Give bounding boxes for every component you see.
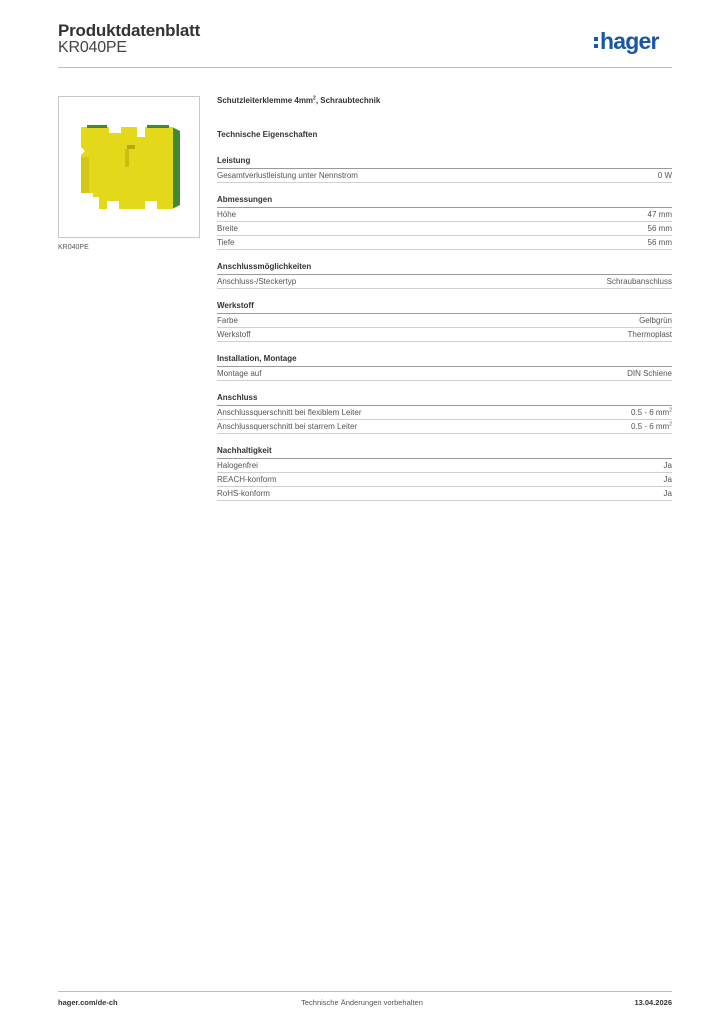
spec-row: [217, 236, 672, 250]
spec-label: Anschlussquerschnitt bei flexiblem Leiter: [217, 408, 362, 417]
spec-label: Gesamtverlustleistung unter Nennstrom: [217, 171, 358, 180]
footer-notice: Technische Änderungen vorbehalten: [301, 998, 423, 1007]
spec-value: [639, 314, 672, 327]
spec-row: [217, 222, 672, 236]
footer-divider: [58, 991, 672, 992]
spec-value-text: 47 mm: [647, 210, 672, 219]
spec-label: Halogenfrei: [217, 461, 258, 470]
datasheet-content: [217, 96, 672, 501]
spec-row: [217, 406, 672, 420]
product-title-text: Schutzleiterklemme 4mm: [217, 96, 314, 105]
spec-section: [217, 156, 672, 183]
section-heading: Installation, Montage: [217, 354, 672, 367]
spec-value-sup: 2: [669, 421, 672, 428]
section-heading: Anschlussmöglichkeiten: [217, 262, 672, 275]
spec-value-text: Ja: [663, 489, 672, 498]
spec-value-text: Ja: [663, 475, 672, 484]
spec-value: [648, 208, 672, 221]
section-heading: Nachhaltigkeit: [217, 446, 672, 459]
spec-value: [664, 487, 672, 500]
spec-section: [217, 393, 672, 434]
spec-row: [217, 208, 672, 222]
spec-section: [217, 262, 672, 289]
spec-value: [648, 236, 672, 249]
spec-value-text: Ja: [663, 461, 672, 470]
footer-date: 13.04.2026: [634, 998, 672, 1007]
spec-value: [631, 406, 672, 419]
spec-value: [664, 459, 672, 472]
spec-value-text: Gelbgrün: [639, 316, 672, 325]
section-heading: Leistung: [217, 156, 672, 169]
terminal-block-illustration: [59, 97, 199, 237]
section-heading: Werkstoff: [217, 301, 672, 314]
spec-value-text: 0.5 - 6 mm: [630, 408, 670, 417]
product-title-suffix: , Schraubtechnik: [315, 96, 381, 105]
spec-row: [217, 473, 672, 487]
spec-label: Breite: [217, 224, 238, 233]
product-code: KR040PE: [58, 39, 127, 56]
spec-value-text: DIN Schiene: [627, 369, 672, 378]
spec-value-text: Thermoplast: [627, 330, 672, 339]
header-divider: [58, 67, 672, 68]
spec-label: Werkstoff: [217, 330, 251, 339]
spec-row: [217, 169, 672, 183]
spec-label: Montage auf: [217, 369, 262, 378]
spec-value-text: 0 W: [657, 171, 672, 180]
spec-value-text: 56 mm: [647, 224, 672, 233]
product-title: [217, 96, 672, 110]
spec-row: [217, 459, 672, 473]
spec-label: Anschlussquerschnitt bei starrem Leiter: [217, 422, 358, 431]
spec-label: RoHS-konform: [217, 489, 270, 498]
spec-row: [217, 420, 672, 434]
spec-label: Tiefe: [217, 238, 235, 247]
hager-logo[interactable]: [594, 27, 659, 55]
product-image: [58, 96, 200, 238]
spec-value: [628, 328, 672, 341]
spec-section: [217, 354, 672, 381]
spec-label: Anschluss-/Steckertyp: [217, 277, 297, 286]
section-heading: Abmessungen: [217, 195, 672, 208]
spec-value-text: Schraubanschluss: [606, 277, 672, 286]
spec-row: [217, 328, 672, 342]
product-title-sup: 2: [313, 95, 316, 102]
spec-value: [631, 420, 672, 433]
spec-label: REACH-konform: [217, 475, 277, 484]
spec-row: [217, 314, 672, 328]
spec-value-sup: 2: [669, 407, 672, 414]
logo-text: hager: [600, 27, 659, 54]
spec-row: [217, 487, 672, 501]
section-heading: Anschluss: [217, 393, 672, 406]
spec-label: Farbe: [217, 316, 238, 325]
spec-value-text: 0.5 - 6 mm: [630, 422, 670, 431]
spec-value: [627, 367, 672, 380]
footer-website[interactable]: hager.com/de-ch: [58, 998, 118, 1007]
spec-section: [217, 195, 672, 250]
tech-props-title: Technische Eigenschaften: [217, 130, 318, 139]
spec-section: [217, 446, 672, 501]
spec-row: [217, 275, 672, 289]
spec-value: [664, 473, 672, 486]
logo-dots-icon: [594, 37, 598, 48]
spec-sections: [217, 156, 672, 501]
spec-value-text: 56 mm: [647, 238, 672, 247]
spec-value: [607, 275, 672, 288]
spec-section: [217, 301, 672, 342]
spec-label: Höhe: [217, 210, 237, 219]
image-caption: KR040PE: [58, 244, 89, 251]
spec-value: [648, 222, 672, 235]
spec-row: [217, 367, 672, 381]
page-title: Produktdatenblatt: [58, 21, 201, 40]
spec-value: [658, 169, 672, 182]
